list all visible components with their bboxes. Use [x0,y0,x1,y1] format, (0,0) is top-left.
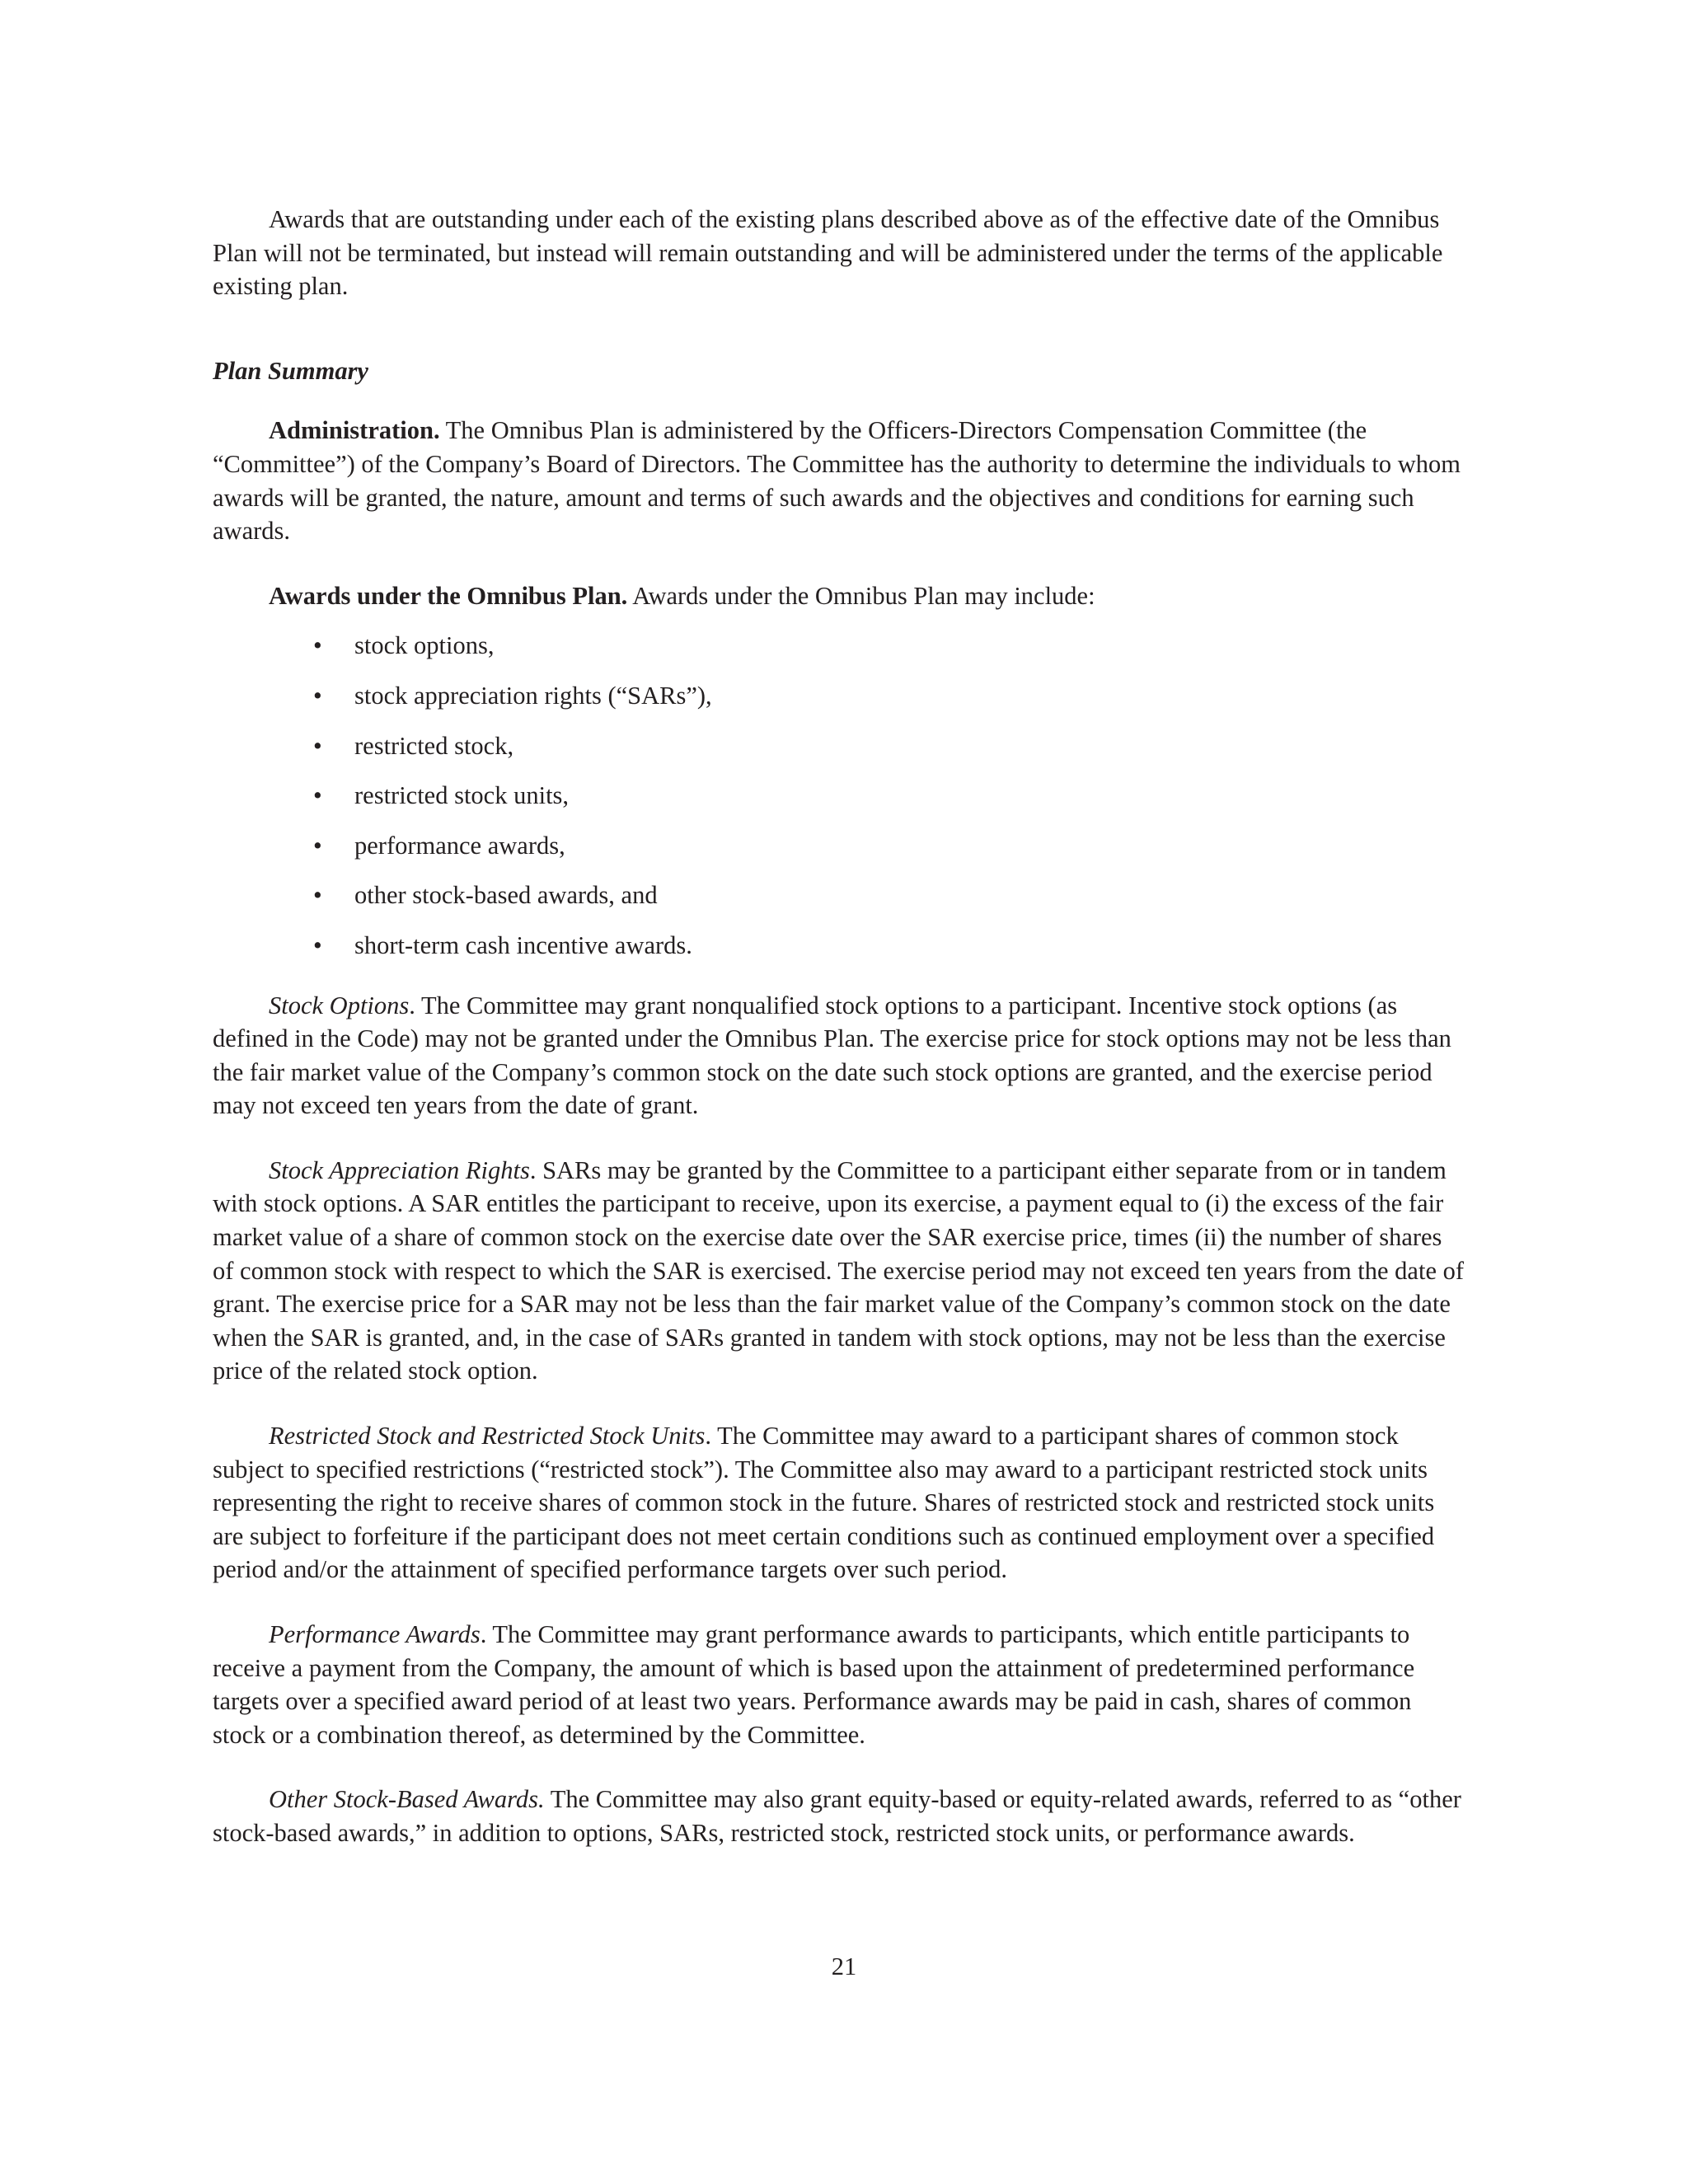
awards-under-plan-text: Awards under the Omnibus Plan may include: [627,581,1095,610]
awards-under-plan-paragraph [213,579,1467,613]
administration-lead: Administration. [269,416,440,445]
other-stock-awards-lead: Other Stock-Based Awards. [269,1785,545,1814]
stock-options-text: . The Committee may grant nonqualified stock options to a participant. Incentive stock options (as defined in the Code) may not be granted under the Omnibus Plan. The exercise price for stock options may not be less than the fair market value of the Company’s common stock on the date such stock options are granted, and the exercise period may not exceed ten years from the date of grant. [213,991,1451,1120]
list-item-text: performance awards, [354,831,565,860]
stock-options-lead: Stock Options [269,991,410,1019]
performance-awards-lead: Performance Awards [269,1620,481,1648]
bullet-icon: • [313,681,322,710]
bullet-icon: • [313,731,322,760]
stock-options-paragraph [213,989,1467,1122]
bullet-icon: • [313,781,322,810]
bullet-icon: • [313,831,322,860]
list-item-text: stock appreciation rights (“SARs”), [354,681,712,710]
sars-text: . SARs may be granted by the Committee to a participant either separate from or in tandem with stock options. A SAR entitles the participant to receive, upon its exercise, a payment equal to (i) the excess of the fair market value of a share of common stock on the exercise date over the SAR exercise price, times (ii) the number of shares of common stock with respect to which the SAR is exercised. The exercise period may not exceed ten years from the date of grant. The exercise price for a SAR may not be less than the fair market value of the Company’s common stock on the date when the SAR is granted, and, in the case of SARs granted in tandem with stock options, may not be less than the exercise price of the related stock option. [213,1155,1465,1385]
document-page [213,203,1467,1850]
list-item [213,829,1467,863]
restricted-stock-lead: Restricted Stock and Restricted Stock Units [269,1422,706,1451]
list-item [213,629,1467,663]
list-item [213,929,1467,963]
list-item [213,679,1467,713]
list-item-text: restricted stock units, [354,781,570,810]
sars-lead: Stock Appreciation Rights [269,1155,530,1184]
sars-paragraph [213,1154,1467,1388]
bullet-icon: • [313,881,322,910]
restricted-stock-text: . The Committee may award to a participant shares of common stock subject to specified restrictions (“restricted stock”). The Committee also may award to a participant restricted stock units representing the right to receive shares of common stock in the future. Shares of restricted stock and restricted stock units are subject to forfeiture if the participant does not meet certain conditions such as continued employment over a specified period and/or the attainment of specified performance targets over such period. [213,1422,1435,1584]
administration-paragraph [213,414,1467,547]
list-item-text: short-term cash incentive awards. [354,930,692,959]
administration-text: The Omnibus Plan is administered by the Officers-Directors Compensation Committee (the “Committee”) of the Company’s Board of Directors. The Committee has the authority to determine the individuals to whom awards will be granted, the nature, amount and terms of such awards and the objectives and conditions for earning such awards. [213,416,1461,546]
list-item-text: other stock-based awards, and [354,881,658,910]
intro-text: Awards that are outstanding under each of the existing plans described above as of the effective date of the Omnibus Plan will not be terminated, but instead will remain outstanding and will be administered under the terms of the applicable existing plan. [213,205,1443,301]
other-stock-awards-paragraph [213,1783,1467,1849]
list-item [213,879,1467,912]
list-item-text: restricted stock, [354,731,514,760]
list-item-text: stock options, [354,631,495,660]
award-types-list [213,629,1467,962]
page-number: 21 [831,1952,857,1980]
list-item [213,779,1467,813]
performance-awards-paragraph [213,1618,1467,1751]
bullet-icon: • [313,631,322,660]
performance-awards-text: . The Committee may grant performance awards to participants, which entitle participants to receive a payment from the Company, the amount of which is based upon the attainment of predetermined performance targets over a specified award period of at least two years. Performance awards may be paid in cash, shares of common stock or a combination thereof, as determined by the Committee. [213,1620,1415,1749]
bullet-icon: • [313,930,322,959]
other-stock-awards-text: The Committee may also grant equity-based or equity-related awards, referred to as “other stock-based awards,” in addition to options, SARs, restricted stock, restricted stock units, or performance awards. [213,1785,1461,1847]
section-heading: Plan Summary [213,356,368,385]
intro-paragraph [213,203,1467,303]
restricted-stock-paragraph [213,1419,1467,1586]
list-item [213,729,1467,763]
awards-under-plan-lead: Awards under the Omnibus Plan. [269,581,628,610]
